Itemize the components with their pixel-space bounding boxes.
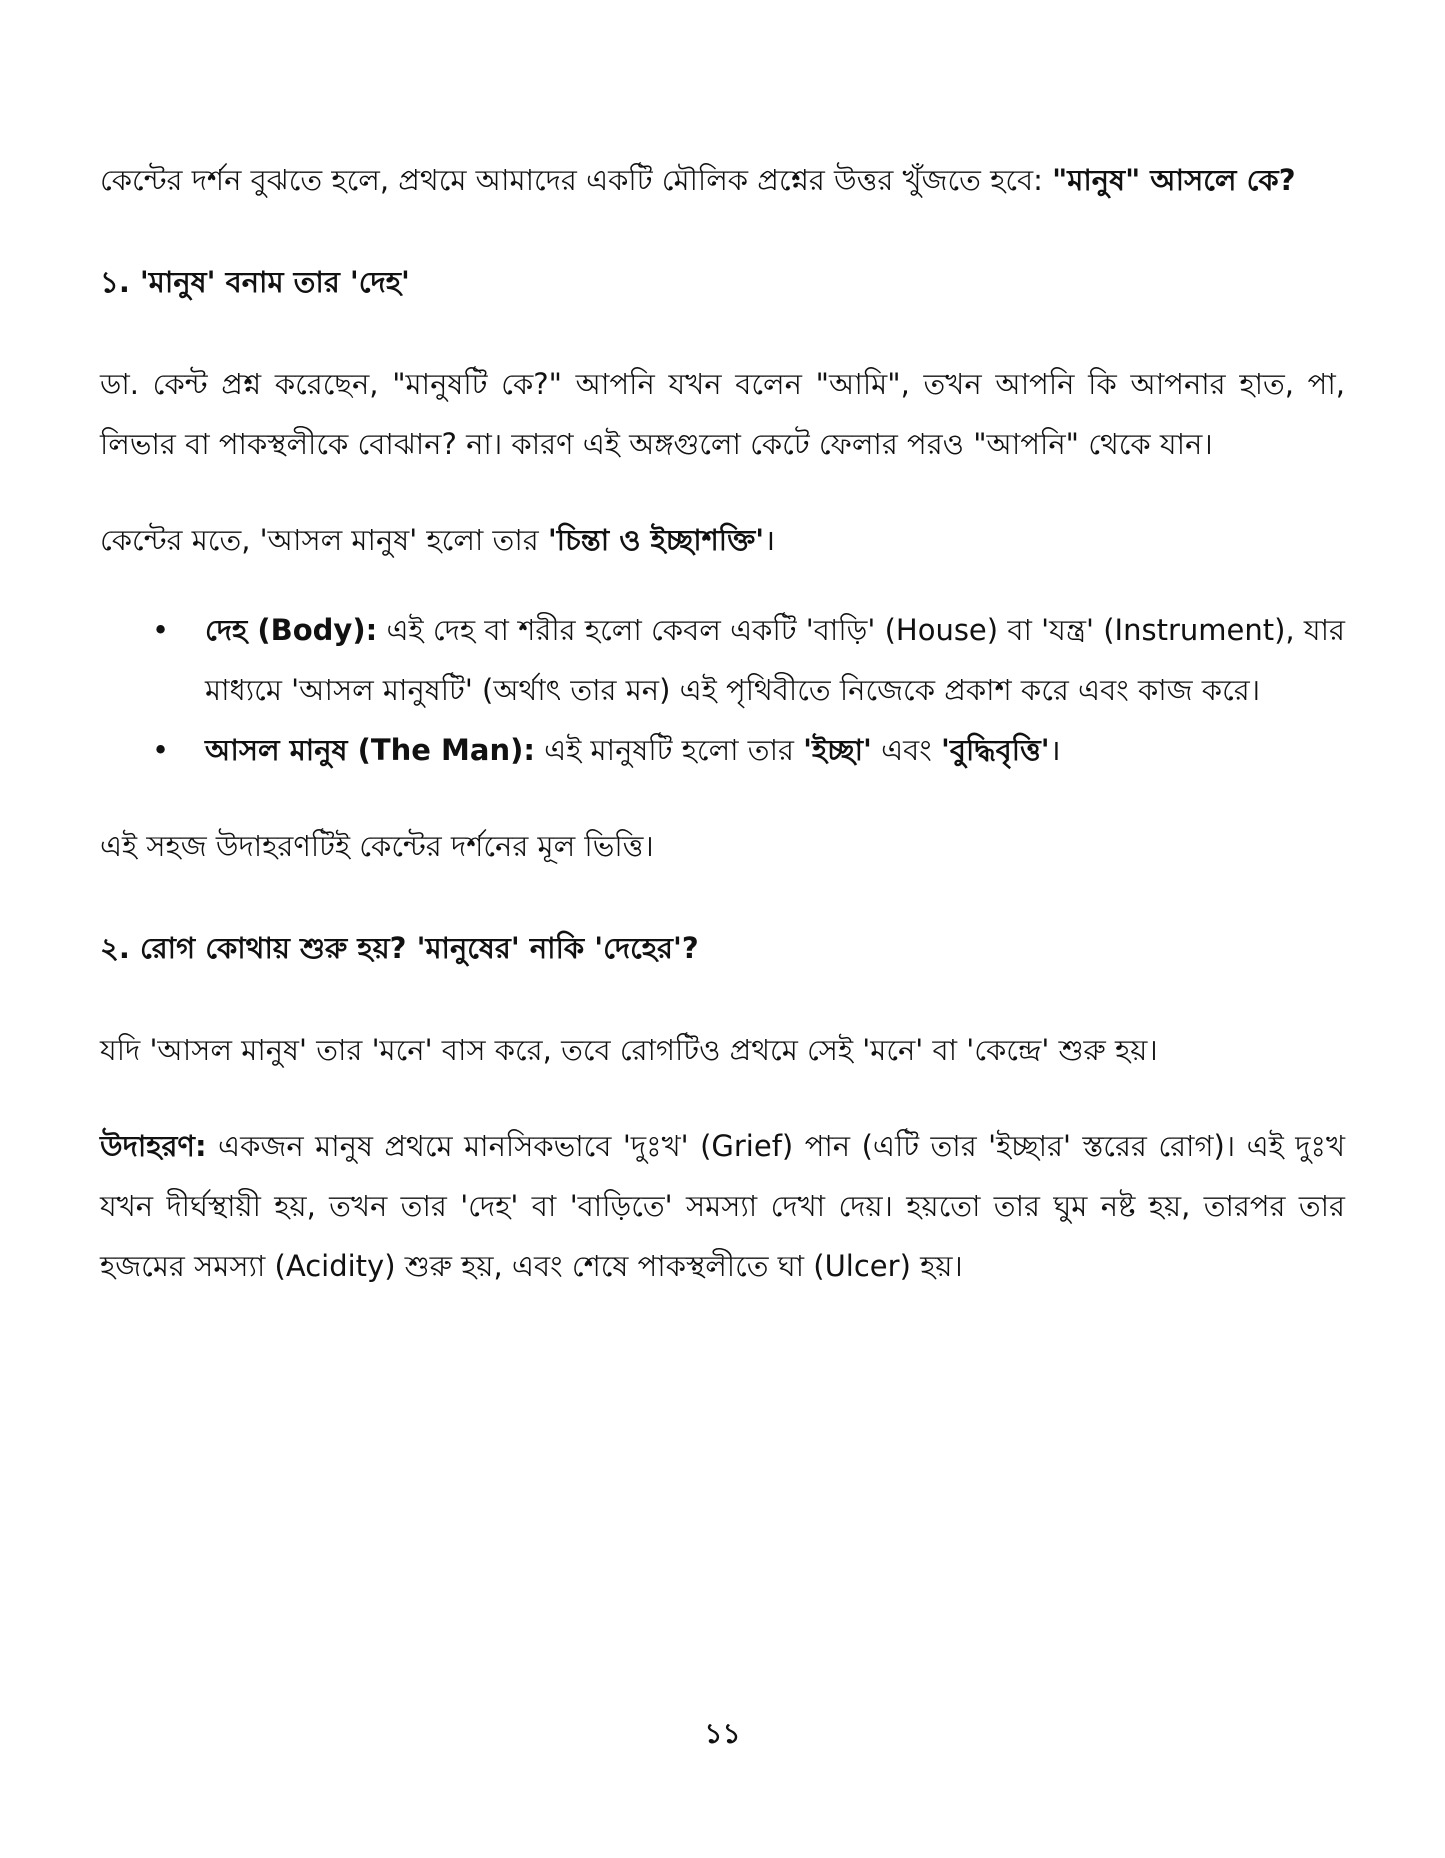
bullet-2-bold-2: 'ইচ্ছা'	[803, 733, 872, 767]
para2-bold: 'চিন্তা ও ইচ্ছাশক্তি'	[547, 523, 765, 557]
intro-bold-question: "মানুষ" আসলে কে?	[1052, 163, 1296, 197]
para2-end: ।	[764, 523, 776, 557]
section-1-heading: ১. 'মানুষ' বনাম তার 'দেহ'	[100, 265, 410, 299]
page-body	[100, 150, 1345, 1296]
bullet-icon: •	[152, 733, 170, 767]
bullet-2-term: আসল মানুষ (The Man):	[205, 733, 535, 767]
bullet-2-text-3: ।	[1049, 733, 1061, 767]
intro-paragraph	[100, 150, 1345, 210]
example-paragraph	[100, 1116, 1345, 1296]
section-1-paragraph-3: এই সহজ উদাহরণটিই কেন্টের দর্শনের মূল ভিত্তি।	[100, 829, 654, 863]
page-number: ১১	[704, 1717, 741, 1750]
section-2-heading: ২. রোগ কোথায় শুরু হয়? 'মানুষের' নাকি 'দেহের'?	[100, 931, 699, 965]
section-1-paragraph-2	[100, 510, 1345, 570]
bullet-icon: •	[152, 613, 170, 647]
list-item	[100, 720, 1345, 780]
section-2-paragraph-1: যদি 'আসল মানুষ' তার 'মনে' বাস করে, তবে রোগটিও প্রথমে সেই 'মনে' বা 'কেন্দ্রে' শুরু হয়।	[100, 1033, 1158, 1067]
bullet-2-bold-3: 'বুদ্ধিবৃত্তি'	[941, 733, 1050, 767]
list-item	[100, 600, 1345, 720]
intro-text: কেন্টের দর্শন বুঝতে হলে, প্রথমে আমাদের একটি মৌলিক প্রশ্নের উত্তর খুঁজতে হবে:	[100, 163, 1053, 197]
bullet-1-text: এই দেহ বা শরীর হলো কেবল একটি 'বাড়ি' (House) বা 'যন্ত্র' (Instrument), যার মাধ্যমে 'আসল মানুষটি' (অর্থাৎ তার মন) এই পৃথিবীতে নিজেকে প্রকাশ করে এবং কাজ করে।	[205, 613, 1345, 707]
bullet-1-term: দেহ (Body):	[205, 613, 378, 647]
bullet-list	[100, 600, 1345, 780]
para2-text: কেন্টের মতে, 'আসল মানুষ' হলো তার	[100, 523, 548, 557]
bullet-2-text-2: এবং	[871, 733, 941, 767]
example-text: একজন মানুষ প্রথমে মানসিকভাবে 'দুঃখ' (Grief) পান (এটি তার 'ইচ্ছার' স্তরের রোগ)। এই দুঃখ যখন দীর্ঘস্থায়ী হয়, তখন তার 'দেহ' বা 'বাড়িতে' সমস্যা দেখা দেয়। হয়তো তার ঘুম নষ্ট হয়, তারপর তার হজমের সমস্যা (Acidity) শুরু হয়, এবং শেষে পাকস্থলীতে ঘা (Ulcer) হয়।	[100, 1129, 1345, 1283]
section-1-paragraph-1: ডা. কেন্ট প্রশ্ন করেছেন, "মানুষটি কে?" আপনি যখন বলেন "আমি", তখন আপনি কি আপনার হাত, পা, লিভার বা পাকস্থলীকে বোঝান? না। কারণ এই অঙ্গগুলো কেটে ফেলার পরও "আপনি" থেকে যান।	[100, 367, 1345, 461]
example-label: উদাহরণ:	[100, 1129, 207, 1163]
bullet-2-text: এই মানুষটি হলো তার	[534, 733, 804, 767]
